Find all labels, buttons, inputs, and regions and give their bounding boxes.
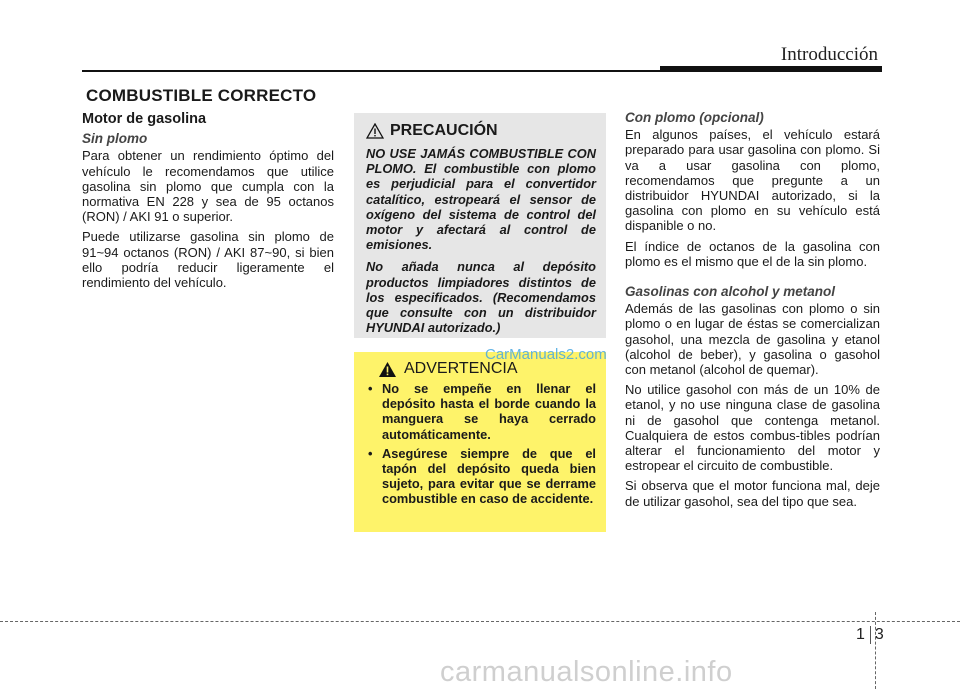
- header-rule: [82, 70, 660, 72]
- caution-paragraph: NO USE JAMÁS COMBUSTIBLE CON PLOMO. El combustible con plomo es perjudicial para el convertidor catalítico, estropeará el sensor de oxígeno del sistema de control del motor y afectará al control de emisiones.: [366, 146, 596, 253]
- header-rule-thick: [660, 66, 882, 72]
- right-column: [625, 110, 880, 514]
- warning-triangle-filled-icon: [378, 361, 397, 378]
- paragraph: No utilice gasohol con más de un 10% de etanol, y no use ninguna clase de gasolina ni de gasohol que contenga metanol. Cualquiera de estos combus-tibles podrían alterar el funcionamiento del motor y estropear el circuito de combustible.: [625, 382, 880, 474]
- paragraph: El índice de octanos de la gasolina con plomo es el mismo que el de la sin plomo.: [625, 238, 880, 269]
- subheading-sin-plomo: Sin plomo: [82, 131, 148, 147]
- warning-title: ADVERTENCIA: [404, 360, 518, 377]
- paragraph: Para obtener un rendimiento óptimo del vehículo le recomendamos que utilice gasolina sin plomo que cumpla con la normativa EN 228 y sea de 95 octanos (RON) / AKI 91 o superior.: [82, 148, 334, 225]
- paragraph: Además de las gasolinas con plomo o sin plomo o en lugar de éstas se comercializan gasohol, una mezcla de gasolina y etanol (alcohol de beber), y gasolina o gasohol con metanol (alcohol de quemar).: [625, 301, 880, 378]
- watermark-carmanualsonline: carmanualsonline.info: [440, 656, 733, 688]
- left-column: [82, 112, 334, 295]
- subheading-con-plomo: Con plomo (opcional): [625, 110, 764, 125]
- subheading-alcohol-metanol: Gasolinas con alcohol y metanol: [625, 284, 836, 300]
- caution-title: PRECAUCIÓN: [390, 122, 498, 139]
- warning-item: • No se empeñe en llenar el depósito hasta el borde cuando la manguera se haya cerrado automáticamente.: [364, 381, 596, 442]
- warning-list: [364, 381, 596, 507]
- footer-divider: [875, 612, 876, 689]
- warning-box: [354, 352, 606, 532]
- warning-triangle-outline-icon: [366, 123, 384, 139]
- caution-box: [354, 113, 606, 338]
- page-number: [856, 626, 885, 644]
- header-title: Introducción: [780, 44, 878, 65]
- page-number-value: 3: [874, 626, 885, 644]
- chapter-number: 1: [856, 626, 866, 644]
- warning-item: • Asegúrese siempre de que el tapón del depósito queda bien sujeto, para evitar que se derrame combustible en caso de accidente.: [364, 446, 596, 507]
- caution-paragraph: No añada nunca al depósito productos limpiadores distintos de los especificados. (Recomendamos que consulte con un distribuidor HYUNDAI autorizado.): [366, 259, 596, 336]
- paragraph: En algunos países, el vehículo estará preparado para usar gasolina con plomo. Si va a usar gasolina con plomo, recomendamos que pregunte a un distribuidor HYUNDAI autorizado, si la gasolina con plomo en su vehículo está dispanible o no.: [625, 127, 880, 234]
- footer-rule: [0, 621, 960, 622]
- section-title: COMBUSTIBLE CORRECTO: [86, 86, 317, 105]
- paragraph: Puede utilizarse gasolina sin plomo de 91~94 octanos (RON) / AKI 87~90, si bien ello podría reducir ligeramente el rendimiento del vehículo.: [82, 229, 334, 291]
- page-number-separator: [870, 626, 871, 644]
- watermark-carmanuals2: CarManuals2.com: [485, 346, 607, 363]
- paragraph: Si observa que el motor funciona mal, deje de utilizar gasohol, sea del tipo que sea.: [625, 478, 880, 509]
- heading-motor-gasolina: Motor de gasolina: [82, 111, 207, 127]
